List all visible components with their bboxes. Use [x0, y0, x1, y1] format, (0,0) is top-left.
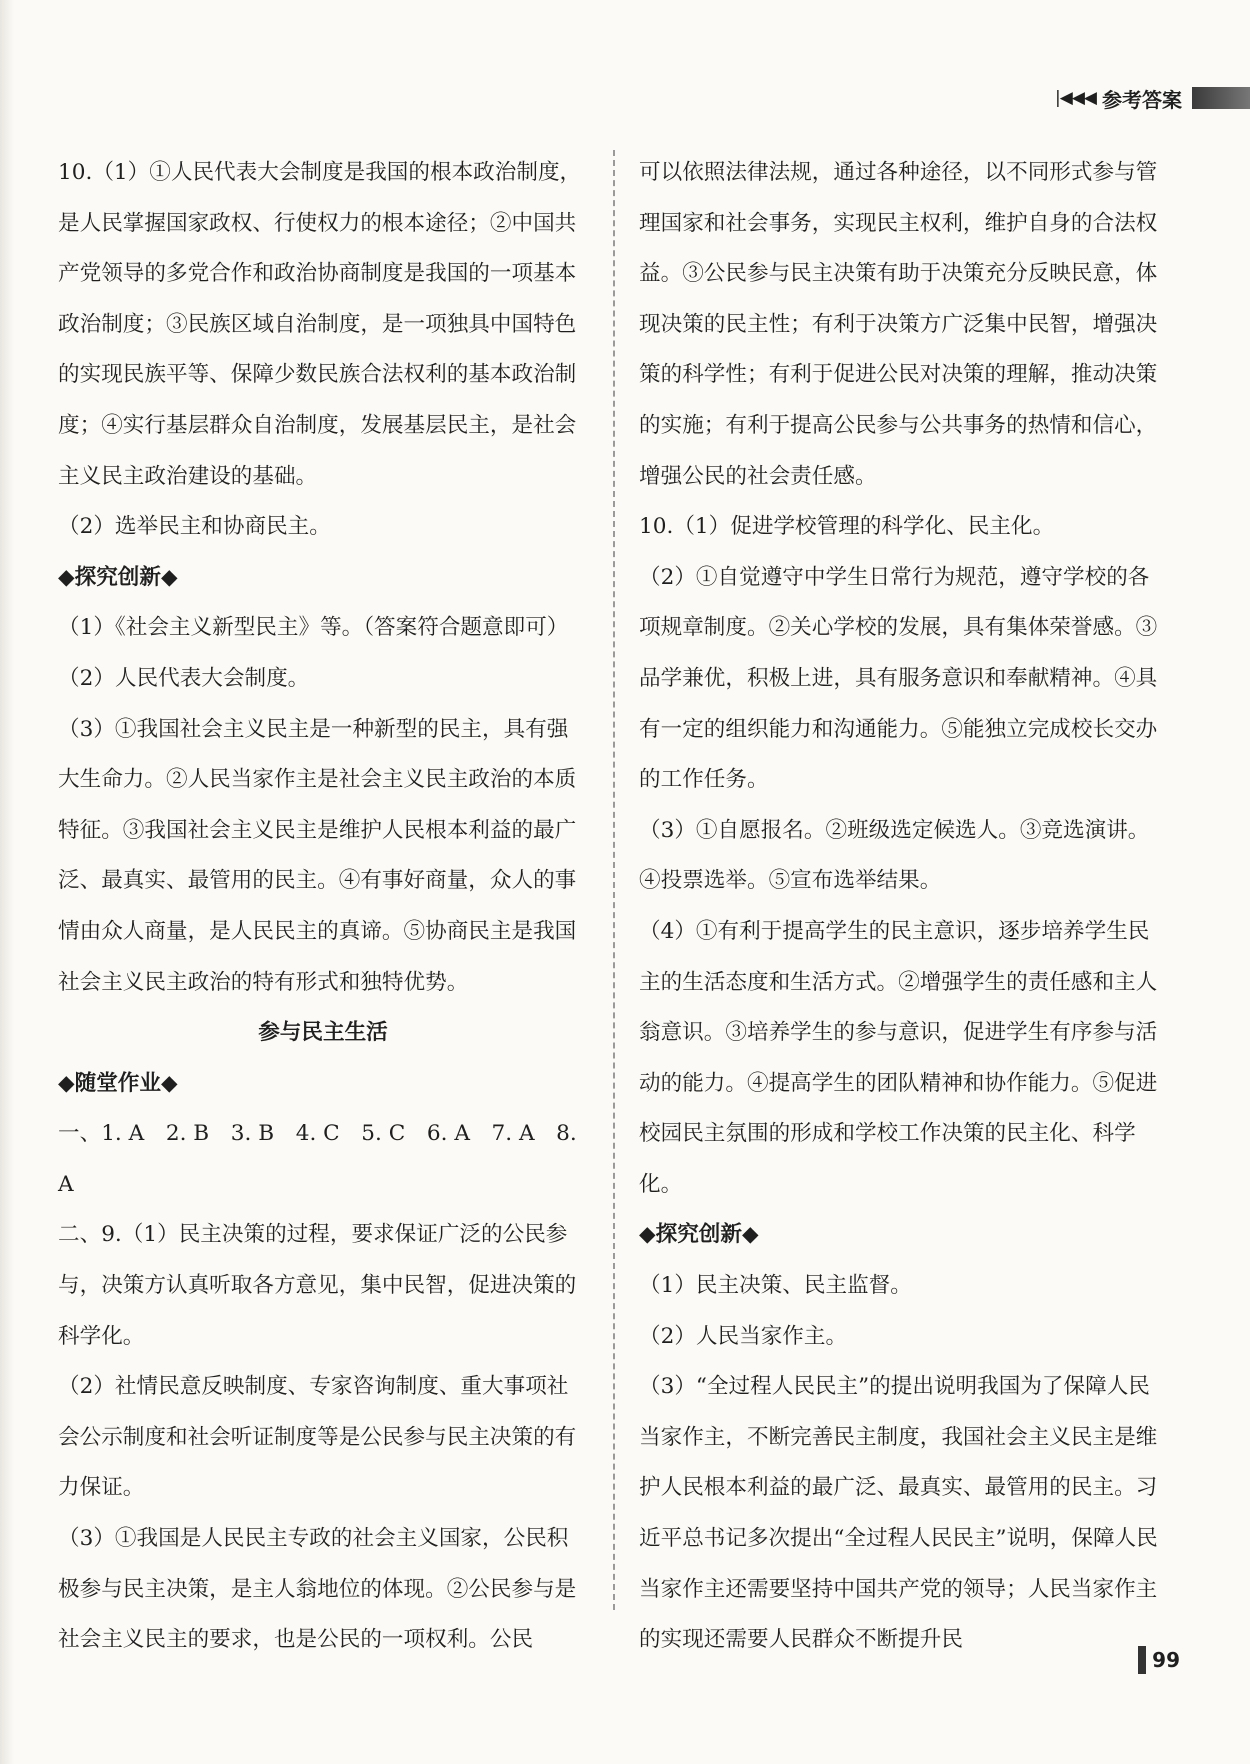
lesson-title: 参与民主生活	[258, 1020, 388, 1046]
answer-10-1: 10.（1）促进学校管理的科学化、民主化。	[639, 514, 1055, 540]
choice-answers: 一、1. A 2. B 3. B 4. C 5. C 6. A 7. A 8. A	[58, 1121, 577, 1197]
explore-3: （3）①我国社会主义民主是一种新型的民主，具有强大生命力。②人民当家作主是社会主义民主政治的本质特征。③我国社会主义民主是维护人民根本利益的最广泛、最真实、最管用的民主。④有事好商量，众人的事情由众人商量，是人民民主的真谛。⑤协商民主是我国社会主义民主政治的特有形式和独特优势。	[58, 716, 577, 995]
answer-9-3: （3）①我国是人民民主专政的社会主义国家，公民积极参与民主决策，是主人翁地位的体现。②公民参与是社会主义民主的要求，也是公民的一项权利。公民	[58, 1526, 577, 1653]
section-heading-classwork: ◆随堂作业◆	[58, 1070, 178, 1096]
page-edge	[0, 0, 14, 1764]
page-number-mark	[1138, 1646, 1146, 1674]
left-column	[58, 148, 588, 1666]
answer-9-1: 二、9.（1）民主决策的过程，要求保证广泛的公民参与，决策方认真听取各方意见，集中民智，促进决策的科学化。	[58, 1222, 577, 1349]
explore2-1: （1）民主决策、民主监督。	[639, 1273, 912, 1299]
answer-10-3: （3）①自愿报名。②班级选定候选人。③竞选演讲。④投票选举。⑤宣布选举结果。	[639, 817, 1150, 894]
running-header	[1055, 84, 1250, 112]
header-bar	[1192, 87, 1250, 109]
answer-10: 10.（1）①人民代表大会制度是我国的根本政治制度，是人民掌握国家政权、行使权力的根本途径；②中国共产党领导的多党合作和政治协商制度是我国的一项基本政治制度；③民族区域自治制度，是一项独具中国特色的实现民族平等、保障少数民族合法权利的基本政治制度；④实行基层群众自治制度，发展基层民主，是社会主义民主政治建设的基础。	[58, 160, 582, 489]
explore-2: （2）人民代表大会制度。	[58, 665, 310, 691]
explore2-2: （2）人民当家作主。	[639, 1323, 848, 1349]
answer-9-3-continued: 可以依照法律法规，通过各种途径，以不同形式参与管理国家和社会事务，实现民主权利，维护自身的合法权益。③公民参与民主决策有助于决策充分反映民意，体现决策的民主性；有利于决策方广泛集中民智，增强决策的科学性；有利于促进公民对决策的理解，推动决策的实施；有利于提高公民参与公共事务的热情和信心，增强公民的社会责任感。	[639, 160, 1158, 489]
answer-10-2: （2）选举民主和协商民主。	[58, 514, 331, 540]
right-column	[639, 148, 1169, 1666]
page-number-text: 99	[1152, 1648, 1180, 1672]
column-divider	[613, 150, 615, 1610]
section-heading-explore: ◆探究创新◆	[58, 564, 178, 590]
answer-9-2: （2）社情民意反映制度、专家咨询制度、重大事项社会公示制度和社会听证制度等是公民参与民主决策的有力保证。	[58, 1374, 577, 1501]
answer-10-2b: （2）①自觉遵守中学生日常行为规范，遵守学校的各项规章制度。②关心学校的发展，具有集体荣誉感。③品学兼优，积极上进，具有服务意识和奉献精神。④具有一定的组织能力和沟通能力。⑤能独立完成校长交办的工作任务。	[639, 564, 1158, 793]
header-title: 参考答案	[1102, 87, 1182, 112]
arrow-markers-icon: |◀◀◀	[1055, 88, 1096, 108]
page-number	[1138, 1646, 1180, 1674]
section-heading-explore-2: ◆探究创新◆	[639, 1222, 759, 1248]
explore-1: （1）《社会主义新型民主》等。（答案符合题意即可）	[58, 615, 569, 641]
explore2-3: （3）“全过程人民民主”的提出说明我国为了保障人民当家作主，不断完善民主制度，我国社会主义民主是维护人民根本利益的最广泛、最真实、最管用的民主。习近平总书记多次提出“全过程人民民主”说明，保障人民当家作主还需要坚持中国共产党的领导；人民当家作主的实现还需要人民群众不断提升民	[639, 1374, 1158, 1653]
answer-10-4: （4）①有利于提高学生的民主意识，逐步培养学生民主的生活态度和生活方式。②增强学生的责任感和主人翁意识。③培养学生的参与意识，促进学生有序参与活动的能力。④提高学生的团队精神和协作能力。⑤促进校园民主氛围的形成和学校工作决策的民主化、科学化。	[639, 918, 1158, 1197]
